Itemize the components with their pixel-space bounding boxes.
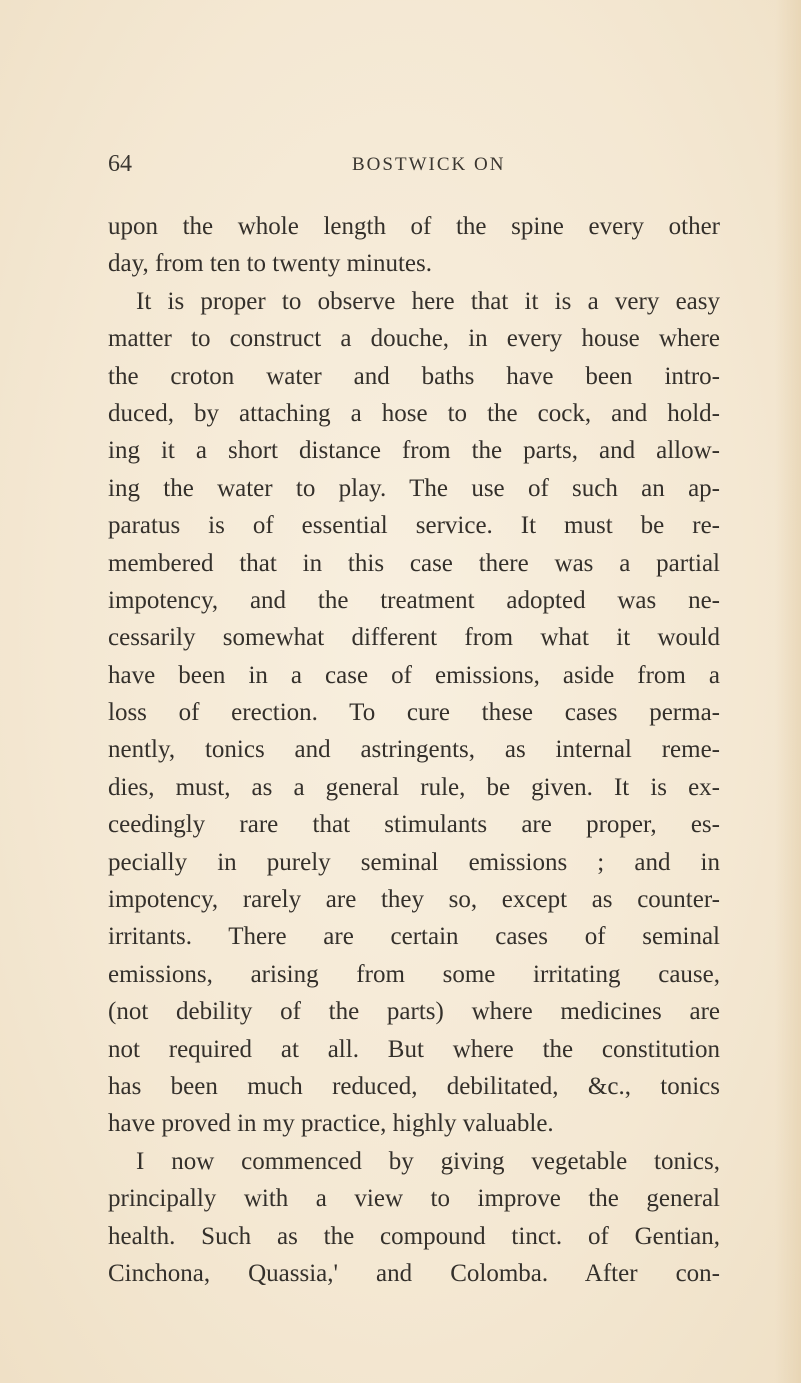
page-edge-shadow: [775, 0, 801, 1383]
text-line: ing the water to play. The use of such an ap-: [108, 474, 720, 502]
text-line: pecially in purely seminal emissions ; and in: [108, 848, 720, 876]
text-line: (not debility of the parts) where medicines are: [108, 998, 720, 1026]
text-line: impotency, and the treatment adopted was ne-: [108, 586, 720, 614]
text-line: principally with a view to improve the general: [108, 1185, 720, 1213]
text-line: loss of erection. To cure these cases perma-: [108, 699, 720, 727]
text-line: duced, by attaching a hose to the cock, and hold-: [108, 399, 720, 427]
text-line: health. Such as the compound tinct. of Gentian,: [108, 1222, 720, 1250]
text-line: I now commenced by giving vegetable tonics,: [136, 1147, 720, 1175]
body-text: [108, 208, 720, 1292]
text-line: day, from ten to twenty minutes.: [108, 250, 433, 278]
text-line: paratus is of essential service. It must be re-: [108, 512, 720, 540]
text-line: has been much reduced, debilitated, &c., tonics: [108, 1072, 720, 1100]
text-line: nently, tonics and astringents, as internal reme-: [108, 736, 720, 764]
text-line: cessarily somewhat different from what it would: [108, 624, 720, 652]
page-number: 64: [108, 151, 132, 177]
text-line: have proved in my practice, highly valuable.: [108, 1110, 554, 1138]
text-line: It is proper to observe here that it is a very easy: [136, 287, 720, 315]
text-line: emissions, arising from some irritating cause,: [108, 960, 720, 988]
text-line: ceedingly rare that stimulants are proper, es-: [108, 811, 720, 839]
text-line: matter to construct a douche, in every house where: [108, 325, 720, 353]
text-line: membered that in this case there was a partial: [108, 549, 720, 577]
text-line: impotency, rarely are they so, except as counter-: [108, 886, 720, 914]
text-line: the croton water and baths have been intro-: [108, 362, 720, 390]
text-line: ing it a short distance from the parts, and allow-: [108, 437, 720, 465]
text-line: irritants. There are certain cases of seminal: [108, 923, 720, 951]
text-line: dies, must, as a general rule, be given. It is ex-: [108, 773, 720, 801]
running-head: [108, 149, 718, 179]
running-title: BOSTWICK ON: [352, 154, 506, 175]
text-line: Cinchona, Quassia,' and Colomba. After con-: [108, 1259, 720, 1287]
text-line: have been in a case of emissions, aside from a: [108, 661, 720, 689]
text-line: upon the whole length of the spine every other: [108, 213, 720, 240]
text-line: not required at all. But where the constitution: [108, 1035, 720, 1063]
